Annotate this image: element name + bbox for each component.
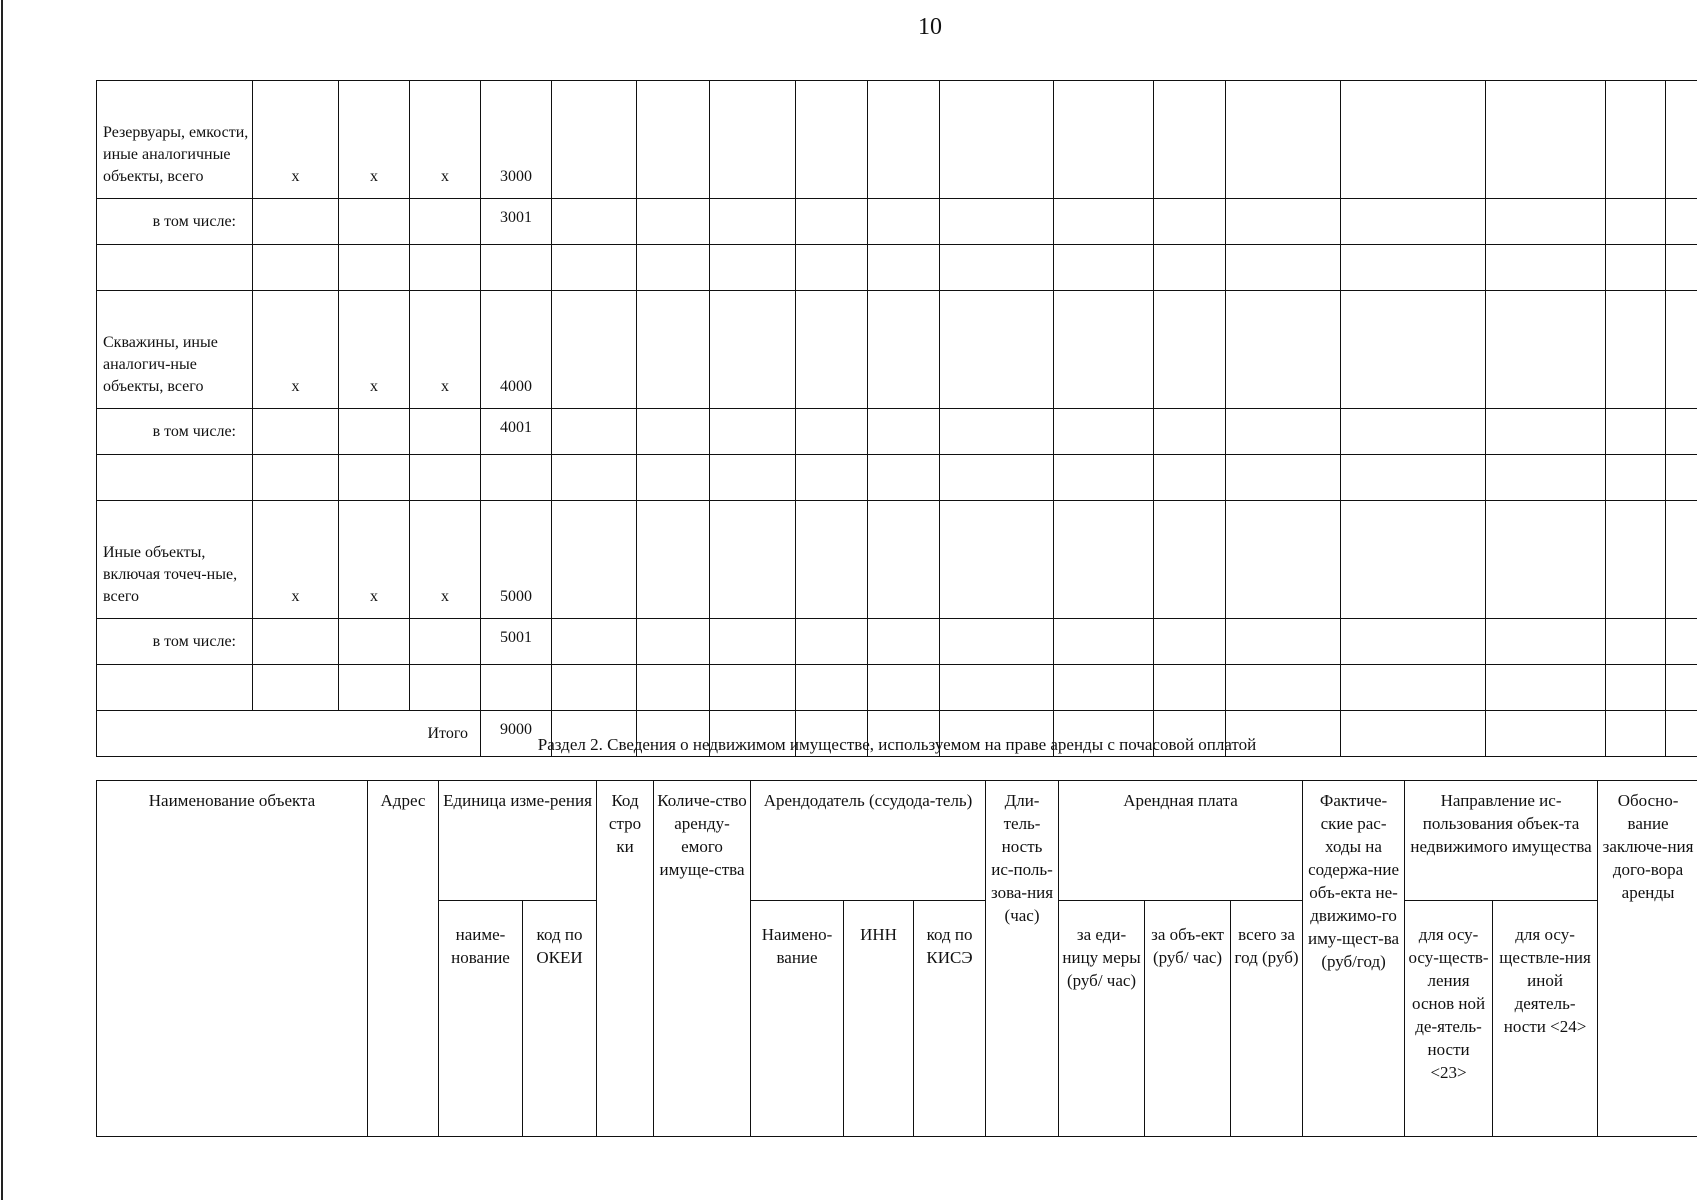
empty-cell	[1226, 199, 1341, 245]
empty-cell	[410, 245, 481, 291]
empty-cell	[1154, 409, 1226, 455]
row-name: в том числе:	[97, 199, 253, 245]
header-rent-per-object: за объ-ект (руб/ час)	[1145, 901, 1231, 1137]
row-name: Иные объекты, включая точеч-ные, всего	[97, 501, 253, 619]
empty-cell	[253, 665, 339, 711]
empty-cell	[940, 199, 1054, 245]
empty-cell	[1666, 199, 1697, 245]
table-row	[97, 199, 1697, 245]
empty-cell	[1154, 501, 1226, 619]
empty-cell	[637, 409, 710, 455]
empty-cell	[940, 619, 1054, 665]
total-label: Итого	[97, 711, 481, 757]
empty-cell	[637, 455, 710, 501]
empty-cell	[552, 199, 637, 245]
empty-cell	[1486, 199, 1606, 245]
empty-cell	[1341, 619, 1486, 665]
empty-cell	[868, 619, 940, 665]
empty-cell	[1486, 81, 1606, 199]
empty-cell	[710, 81, 796, 199]
empty-cell	[710, 245, 796, 291]
empty-cell	[940, 455, 1054, 501]
header-unit: Единица изме-рения	[439, 781, 597, 901]
empty-cell	[1154, 455, 1226, 501]
empty-cell	[1486, 455, 1606, 501]
empty-cell	[637, 619, 710, 665]
table-row	[97, 501, 1697, 619]
empty-cell	[481, 665, 552, 711]
section-2-title: Раздел 2. Сведения о недвижимом имуществе, используемом на праве аренды с почасовой оплатой	[537, 735, 1257, 754]
empty-cell	[1606, 81, 1666, 199]
empty-cell	[410, 665, 481, 711]
empty-cell	[868, 199, 940, 245]
empty-cell	[552, 409, 637, 455]
empty-cell	[1606, 619, 1666, 665]
empty-cell	[1226, 501, 1341, 619]
header-line-code: Код стро ки	[597, 781, 654, 1137]
row-code: 5000	[481, 501, 552, 619]
header-usage-direction: Направление ис-пользования объек-та недвижимого имущества	[1405, 781, 1598, 901]
empty-cell	[710, 501, 796, 619]
empty-cell	[1606, 665, 1666, 711]
row-name: Скважины, иные аналогич-ные объекты, всего	[97, 291, 253, 409]
section-2-header-table	[96, 780, 1697, 1137]
empty-cell	[1154, 245, 1226, 291]
empty-cell	[410, 409, 481, 455]
empty-cell	[796, 199, 868, 245]
empty-cell	[940, 245, 1054, 291]
header-rent: Арендная плата	[1059, 781, 1303, 901]
empty-cell	[1666, 291, 1697, 409]
empty-cell	[1341, 455, 1486, 501]
empty-cell	[710, 409, 796, 455]
header-duration: Дли-тель-ность ис-поль-зова-ния (час)	[986, 781, 1059, 1137]
empty-cell	[1606, 455, 1666, 501]
empty-cell	[1341, 501, 1486, 619]
empty-cell	[339, 199, 410, 245]
empty-cell	[1226, 81, 1341, 199]
empty-cell	[1054, 245, 1154, 291]
empty-cell	[1154, 291, 1226, 409]
empty-cell	[1154, 665, 1226, 711]
empty-cell	[253, 455, 339, 501]
header-lessor-kise: код по КИСЭ	[914, 901, 986, 1137]
table-row	[97, 81, 1697, 199]
empty-cell	[339, 245, 410, 291]
empty-cell	[552, 81, 637, 199]
empty-cell	[481, 245, 552, 291]
empty-cell	[637, 665, 710, 711]
header-rent-per-unit: за еди-ницу меры (руб/ час)	[1059, 901, 1145, 1137]
header-quantity: Количе-ство аренду-емого имуще-ства	[654, 781, 751, 1137]
empty-cell	[1341, 245, 1486, 291]
empty-cell	[1054, 409, 1154, 455]
empty-cell	[868, 245, 940, 291]
property-table-continuation	[96, 80, 1697, 757]
empty-cell	[552, 501, 637, 619]
empty-cell	[1666, 245, 1697, 291]
empty-cell	[710, 291, 796, 409]
empty-cell	[710, 619, 796, 665]
empty-cell	[1341, 81, 1486, 199]
row-name	[97, 665, 253, 711]
page-number: 10	[918, 14, 942, 40]
empty-cell	[1226, 665, 1341, 711]
header-actual-costs: Фактиче-ские рас-ходы на содержа-ние объ-екта не-движимо-го иму-щест-ва (руб/год)	[1303, 781, 1405, 1137]
empty-cell	[552, 245, 637, 291]
row-code: 9000	[481, 711, 552, 757]
header-rent-per-year: всего за год (руб)	[1231, 901, 1303, 1137]
empty-cell	[868, 409, 940, 455]
table-row	[97, 409, 1697, 455]
empty-cell	[1666, 455, 1697, 501]
empty-cell	[940, 291, 1054, 409]
empty-cell	[796, 455, 868, 501]
x-mark: х	[253, 291, 339, 409]
empty-cell	[1606, 409, 1666, 455]
x-mark: х	[339, 291, 410, 409]
empty-cell	[1054, 665, 1154, 711]
empty-cell	[868, 291, 940, 409]
empty-cell	[1606, 245, 1666, 291]
empty-cell	[1666, 501, 1697, 619]
empty-cell	[796, 81, 868, 199]
empty-cell	[796, 245, 868, 291]
header-unit-name: наиме-нование	[439, 901, 523, 1137]
empty-cell	[481, 455, 552, 501]
empty-cell	[253, 245, 339, 291]
row-code: 4000	[481, 291, 552, 409]
row-code: 4001	[481, 409, 552, 455]
empty-cell	[339, 455, 410, 501]
page-left-border	[1, 0, 3, 1200]
table-row	[97, 455, 1697, 501]
empty-cell	[940, 665, 1054, 711]
empty-cell	[637, 245, 710, 291]
row-code: 5001	[481, 619, 552, 665]
header-usage-other: для осу-ществле-ния иной деятель-ности <24>	[1493, 901, 1598, 1137]
header-address: Адрес	[368, 781, 439, 1137]
x-mark: х	[410, 291, 481, 409]
empty-cell	[1226, 291, 1341, 409]
empty-cell	[710, 455, 796, 501]
header-lessor-inn: ИНН	[844, 901, 914, 1137]
empty-cell	[1154, 81, 1226, 199]
row-name: Резервуары, емкости, иные аналогичные объекты, всего	[97, 81, 253, 199]
empty-cell	[637, 291, 710, 409]
empty-cell	[796, 501, 868, 619]
empty-cell	[1226, 619, 1341, 665]
empty-cell	[1054, 199, 1154, 245]
table-body	[97, 81, 1697, 757]
empty-cell	[1666, 665, 1697, 711]
empty-cell	[796, 291, 868, 409]
empty-cell	[410, 455, 481, 501]
header-justification: Обосно-вание заключе-ния дого-вора аренды	[1598, 781, 1697, 1137]
empty-cell	[868, 501, 940, 619]
x-mark: х	[253, 501, 339, 619]
empty-cell	[940, 409, 1054, 455]
empty-cell	[710, 199, 796, 245]
empty-cell	[552, 291, 637, 409]
empty-cell	[1341, 409, 1486, 455]
empty-cell	[1054, 291, 1154, 409]
empty-cell	[940, 81, 1054, 199]
row-name: в том числе:	[97, 409, 253, 455]
empty-cell	[1666, 81, 1697, 199]
empty-cell	[1341, 665, 1486, 711]
row-name: в том числе:	[97, 619, 253, 665]
empty-cell	[1226, 245, 1341, 291]
empty-cell	[552, 619, 637, 665]
x-mark: х	[339, 81, 410, 199]
empty-cell	[1226, 409, 1341, 455]
x-mark: х	[410, 81, 481, 199]
empty-cell	[796, 619, 868, 665]
empty-cell	[1666, 409, 1697, 455]
empty-cell	[1486, 619, 1606, 665]
empty-cell	[1054, 81, 1154, 199]
row-name	[97, 455, 253, 501]
empty-cell	[253, 199, 339, 245]
empty-cell	[940, 501, 1054, 619]
header-usage-main: для осу-осу-ществ-ления основ ной де-ятель-ности <23>	[1405, 901, 1493, 1137]
empty-cell	[868, 665, 940, 711]
empty-cell	[637, 199, 710, 245]
empty-cell	[1054, 501, 1154, 619]
empty-cell	[796, 665, 868, 711]
empty-cell	[339, 619, 410, 665]
empty-cell	[552, 455, 637, 501]
empty-cell	[868, 81, 940, 199]
empty-cell	[410, 619, 481, 665]
empty-cell	[637, 501, 710, 619]
x-mark: х	[253, 81, 339, 199]
empty-cell	[710, 665, 796, 711]
x-mark: х	[339, 501, 410, 619]
empty-cell	[1054, 455, 1154, 501]
empty-cell	[796, 409, 868, 455]
row-code: 3000	[481, 81, 552, 199]
empty-cell	[253, 409, 339, 455]
empty-cell	[339, 665, 410, 711]
header-object-name: Наименование объекта	[97, 781, 368, 1137]
empty-cell	[1486, 665, 1606, 711]
empty-cell	[637, 81, 710, 199]
empty-cell	[1486, 291, 1606, 409]
table-row	[97, 619, 1697, 665]
empty-cell	[1606, 199, 1666, 245]
table-row	[97, 665, 1697, 711]
row-code: 3001	[481, 199, 552, 245]
empty-cell	[410, 199, 481, 245]
empty-cell	[552, 665, 637, 711]
empty-cell	[339, 409, 410, 455]
empty-cell	[1341, 291, 1486, 409]
empty-cell	[1226, 455, 1341, 501]
empty-cell	[1154, 199, 1226, 245]
empty-cell	[1486, 245, 1606, 291]
empty-cell	[1666, 619, 1697, 665]
empty-cell	[1054, 619, 1154, 665]
header-lessor: Арендодатель (ссудода-тель)	[751, 781, 986, 901]
table-row	[97, 245, 1697, 291]
header-unit-okei: код по ОКЕИ	[523, 901, 597, 1137]
header-lessor-name: Наимено-вание	[751, 901, 844, 1137]
empty-cell	[1341, 199, 1486, 245]
empty-cell	[1154, 619, 1226, 665]
row-name	[97, 245, 253, 291]
empty-cell	[1606, 291, 1666, 409]
empty-cell	[1486, 501, 1606, 619]
x-mark: х	[410, 501, 481, 619]
table-row	[97, 291, 1697, 409]
empty-cell	[253, 619, 339, 665]
empty-cell	[868, 455, 940, 501]
empty-cell	[1486, 409, 1606, 455]
empty-cell	[1606, 501, 1666, 619]
